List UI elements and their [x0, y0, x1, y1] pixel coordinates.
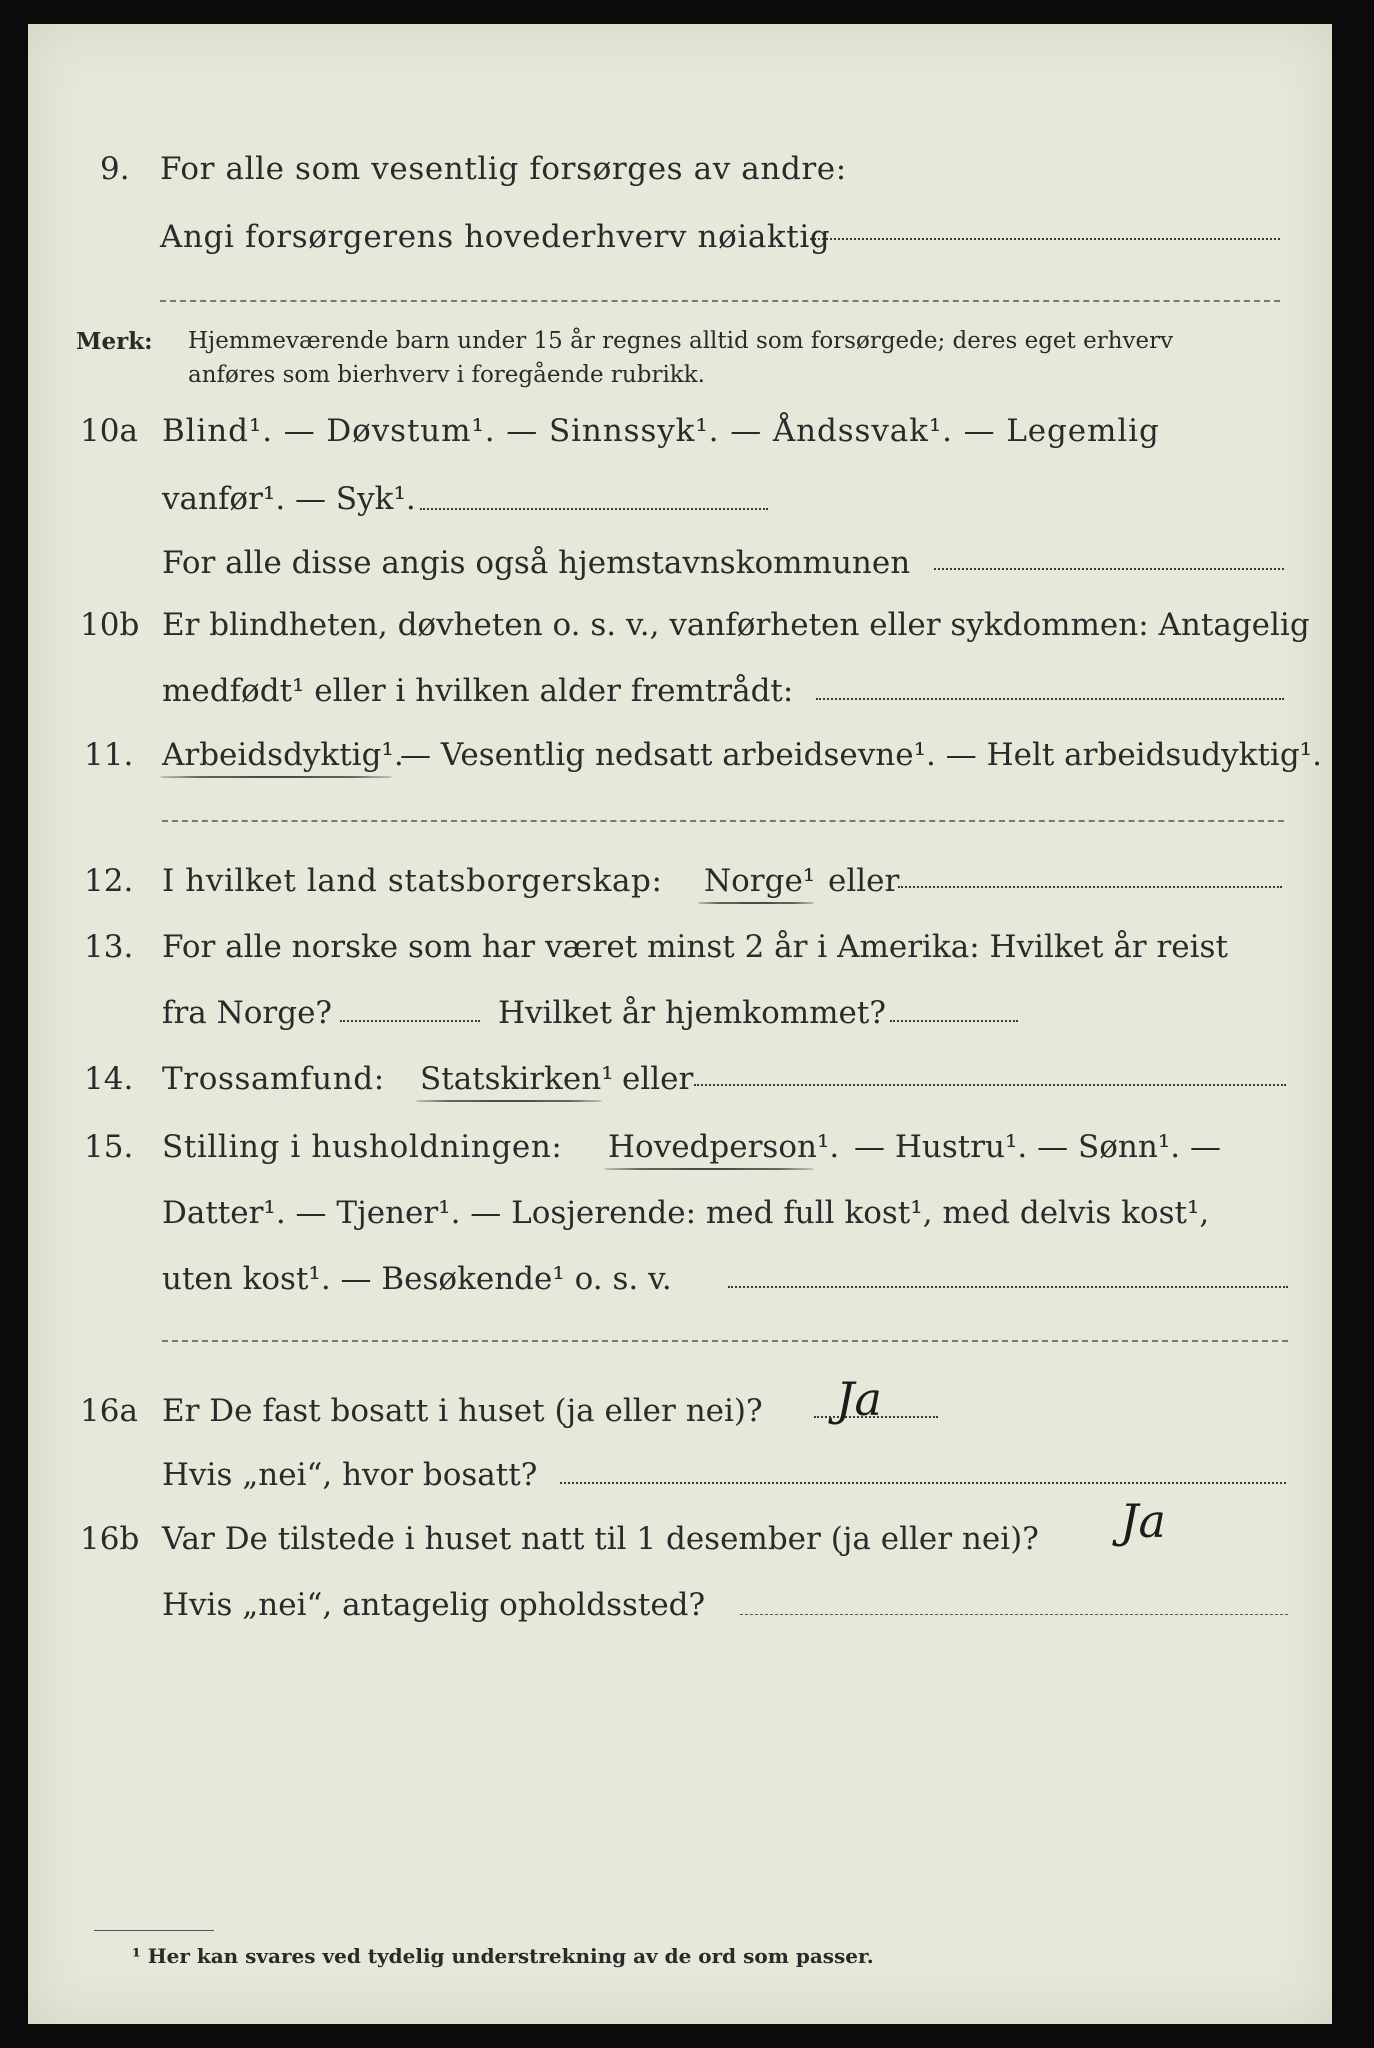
q12-opt-norge: Norge¹	[704, 863, 816, 899]
q10a-line2: vanfør¹. — Syk¹.	[162, 481, 416, 517]
census-form-page	[28, 24, 1332, 2024]
q14-opt-statskirken: Statskirken¹	[420, 1061, 614, 1097]
q16b-handwritten-answer: Ja	[1120, 1494, 1166, 1548]
q11-rest: — Vesentlig nedsatt arbeidsevne¹. — Helt arbeidsudyktig¹.	[400, 737, 1322, 773]
q16a-handwritten-answer: Ja	[836, 1372, 882, 1426]
q14-answer-line	[694, 1084, 1286, 1086]
q15-line2: Datter¹. — Tjener¹. — Losjerende: med full kost¹, med delvis kost¹,	[162, 1195, 1210, 1231]
q10a-syk-line	[420, 508, 768, 510]
q13-line2a: fra Norge?	[162, 995, 333, 1031]
q12-underline	[698, 902, 814, 904]
q16a-number: 16a	[80, 1393, 138, 1429]
q16b-line2: Hvis „nei“, antagelig opholdssted?	[162, 1587, 706, 1623]
q9-answer-line-2	[160, 300, 1280, 302]
q15-line3: uten kost¹. — Besøkende¹ o. s. v.	[162, 1261, 672, 1297]
merk-line2: anføres som bierhverv i foregående rubrikk.	[188, 362, 705, 388]
q9-number: 9.	[100, 151, 130, 187]
merk-label: Merk:	[76, 328, 153, 355]
q16a-bosatt-line	[560, 1482, 1286, 1484]
q10a-number: 10a	[80, 413, 138, 449]
footnote: ¹ Her kan svares ved tydelig understrekning av de ord som passer.	[132, 1944, 874, 1968]
q15-line1-rest: — Hustru¹. — Sønn¹. —	[854, 1129, 1221, 1165]
q16b-opholdssted-line	[740, 1614, 1288, 1615]
q12-pre: I hvilket land statsborgerskap:	[162, 863, 663, 899]
q9-answer-line	[810, 238, 1280, 240]
q11-opt-arbeidsdyktig: Arbeidsdyktig¹.	[162, 737, 404, 773]
q15-number: 15.	[84, 1129, 134, 1165]
q14-underline	[416, 1100, 602, 1102]
q16a-line2: Hvis „nei“, hvor bosatt?	[162, 1457, 538, 1493]
q13-line1: For alle norske som har været minst 2 år i Amerika: Hvilket år reist	[162, 929, 1228, 965]
q11-answer-line	[162, 820, 1284, 822]
q14-pre: Trossamfund:	[162, 1061, 385, 1097]
q12-post: eller	[828, 863, 900, 899]
q10b-line2: medfødt¹ eller i hvilken alder fremtrådt:	[162, 673, 794, 709]
q13-number: 13.	[84, 929, 134, 965]
footnote-rule	[94, 1930, 214, 1931]
q15-answer-line	[728, 1286, 1288, 1288]
q11-number: 11.	[84, 737, 134, 773]
q10b-line1: Er blindheten, døvheten o. s. v., vanførheten eller sykdommen: Antagelig	[162, 607, 1310, 643]
q16a-line1: Er De fast bosatt i huset (ja eller nei)?	[162, 1393, 763, 1429]
q12-answer-line	[898, 886, 1282, 888]
q13-line2b: Hvilket år hjemkommet?	[498, 995, 886, 1031]
q10a-kommune-line	[934, 568, 1284, 570]
q11-underline	[160, 776, 392, 778]
q10b-alder-line	[816, 698, 1284, 700]
q14-post: eller	[622, 1061, 694, 1097]
q13-hjemkommet-line	[890, 1020, 1018, 1022]
q9-line1: For alle som vesentlig forsørges av andre:	[160, 151, 847, 187]
q14-number: 14.	[84, 1061, 134, 1097]
q16b-number: 16b	[80, 1521, 140, 1557]
q15-underline	[604, 1168, 814, 1170]
q10b-number: 10b	[80, 607, 140, 643]
q15-pre: Stilling i husholdningen:	[162, 1129, 563, 1165]
q15-answer-line-2	[162, 1340, 1288, 1342]
q9-line2: Angi forsørgerens hovederhverv nøiaktig	[160, 219, 831, 255]
q15-opt-hovedperson: Hovedperson¹.	[608, 1129, 840, 1165]
q12-number: 12.	[84, 863, 134, 899]
q13-reist-line	[340, 1020, 480, 1022]
merk-line1: Hjemmeværende barn under 15 år regnes alltid som forsørgede; deres eget erhverv	[188, 328, 1174, 354]
q16b-line1: Var De tilstede i huset natt til 1 desember (ja eller nei)?	[162, 1521, 1039, 1557]
q10a-line3: For alle disse angis også hjemstavnskommunen	[162, 545, 911, 581]
q10a-line1: Blind¹. — Døvstum¹. — Sinnssyk¹. — Åndssvak¹. — Legemlig	[162, 413, 1160, 449]
